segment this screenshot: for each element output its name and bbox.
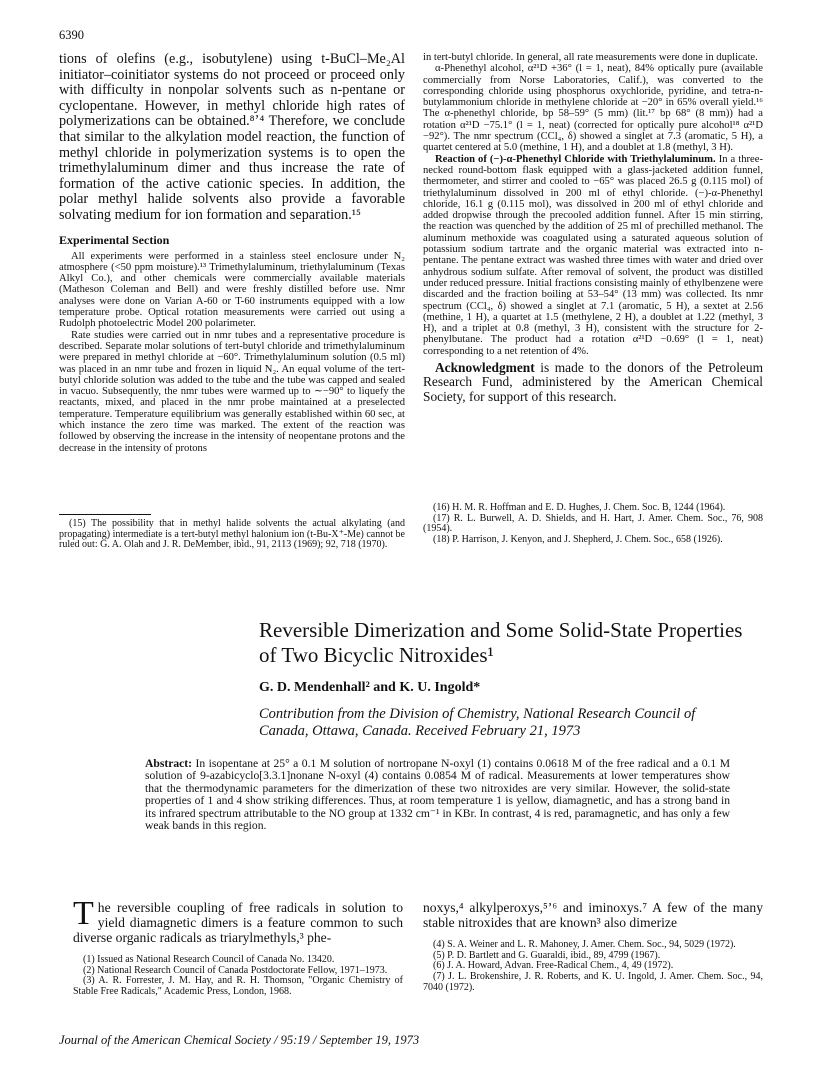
footnote-4: (4) S. A. Weiner and L. R. Mahoney, J. Amer. Chem. Soc., 94, 5029 (1972).: [433, 939, 736, 950]
acknowledgment-paragraph: [423, 361, 763, 404]
footnote-5: (5) P. D. Bartlett and G. Guaraldi, ibid., 89, 4799 (1967).: [433, 949, 661, 961]
section-heading: Experimental Section: [59, 232, 170, 247]
intro-text: he reversible coupling of free radicals in solution to yield diamagnetic dimers is a feature common to such diverse organic radicals as triarylmethyls,³ phe-: [73, 900, 403, 946]
reference-17: (17) R. L. Burwell, A. D. Shields, and H. Hart, J. Amer. Chem. Soc., 76, 908 (1954).: [423, 512, 763, 535]
footnote-6: (6) J. A. Howard, Advan. Free-Radical Chem., 4, 49 (1972).: [433, 960, 674, 972]
references-16-18: [423, 503, 763, 546]
journal-footer: Journal of the American Chemical Society / 95:19 / September 19, 1973: [59, 1033, 420, 1047]
footnote-15: [59, 519, 405, 551]
footnote-3: (3) A. R. Forrester, J. M. Hay, and R. H. Thomson, "Organic Chemistry of Stable Free Radicals," Academic Press, London, 1968.: [73, 975, 403, 998]
reaction-text: In a three-necked round-bottom flask equipped with a glass-jacketed addition funnel, thermometer, and stirrer and cooled to −65° was placed 26.5 g (0.115 mol) of triethylaluminum dissolved in 200 ml of ethyl chloride. (−)-α-Phenethyl chloride, 16.1 g (0.115 mol), was dissolved in 200 ml of ethyl chloride and added dropwise through the precooled addition funnel. After 15 min stirring, the reaction was quenched by the addition of 25 ml of prechilled methanol. The aluminum methoxide was coagulated using a saturated aqueous solution of potassium sodium tartrate and the organic material was extracted into n-pentane. The pentane extract was washed three times with water and dried over anhydrous sodium sulfate. After removal of solvent, the product was distilled under reduced pressure. Initial fractions consisting mainly of ethylbenzene were discarded and the fraction boiling at 53–54° (13 mm) was collected. Its nmr spectrum (CCl₄, δ) showed a singlet at 7.1 (aromatic, 5 H), a sextet at 2.56 (methine, 1 H), a quartet at 1.5 (methylene, 2 H), a doublet at 1.22 (methyl, 3 H), and a triplet at 0.8 (methyl, 3 H), consistent with the structure for 2-phenylbutane. The product had a rotation α²¹D −0.69° (l = 1, neat) corresponding to a net retention of 4%.: [423, 153, 763, 357]
article-affiliation: Contribution from the Division of Chemistry, National Research Council of Canada, Ottawa, Canada. Received February 21, 1973: [259, 706, 696, 739]
intro-continuation: noxys,⁴ alkylperoxys,⁵ʼ⁶ and iminoxys.⁷ A few of the many stable nitroxides that are known³ also dimerize: [423, 900, 763, 931]
footnotes-1-3: [73, 955, 403, 998]
reference-18: (18) P. Harrison, J. Kenyon, and J. Shepherd, J. Chem. Soc., 658 (1926).: [433, 534, 723, 546]
rate-paragraph-end: in tert-butyl chloride. In general, all rate measurements were done in duplicate.: [423, 52, 758, 63]
acknowledgment-text: is made to the donors of the Petroleum Research Fund, administered by the American Chemical Society, for support of this research.: [423, 360, 763, 404]
article-authors: G. D. Mendenhall² and K. U. Ingold*: [259, 680, 481, 695]
top-right-column: [423, 52, 763, 404]
experimental-paragraph-2: Rate studies were carried out in nmr tubes and a representative procedure is described. Separate molar solutions of tert-butyl chloride and trimethylaluminum were prepared in methyl chloride at −60°. Trimethylaluminum solution (0.5 ml) was placed in an nmr tube and frozen in liquid N₂. An equal volume of the tert-butyl chloride solution was added to the tube and the tube was capped and sealed in vacuo. Subsequently, the nmr tubes were warmed up to ∼−90° to liquefy the reactants, mixed, and placed in the nmr probe maintained at a preselected temperature. Temperature equilibrium was generally established within 60 sec, at which instance the zero time was marked. The extent of the reaction was followed by observing the increase in the intensity of neopentane protons and the decrease in the intensity of protons: [59, 329, 405, 454]
intro-paragraph: [73, 895, 403, 946]
acknowledgment-heading: Acknowledgment: [435, 360, 535, 376]
footnote-1: (1) Issued as National Research Council of Canada No. 13420.: [83, 954, 335, 965]
experimental-paragraph-1: All experiments were performed in a stainless steel enclosure under N₂ atmosphere (<50 ppm moisture).¹³ Trimethylaluminum, triethylaluminum (Texas Alkyl Co.), and other chemicals were commercially available materials (Matheson Coleman and Bell) and were freshly distilled before use. Nmr analyses were done on Varian A-60 or T-60 instruments equipped with a low temperature probe. Optical rotation measurements were carried out using a Rudolph photoelectric Model 200 polarimeter.: [59, 250, 405, 330]
page-number: 6390: [59, 28, 84, 42]
footnote-7: (7) J. L. Brokenshire, J. R. Roberts, and K. U. Ingold, J. Amer. Chem. Soc., 94, 7040 (1972).: [423, 971, 763, 993]
top-left-column: [59, 52, 405, 454]
bottom-right-column: [423, 900, 763, 930]
reaction-paragraph: [423, 154, 763, 357]
abstract: [145, 758, 730, 832]
bottom-left-column: [73, 895, 403, 946]
drop-cap: T: [73, 895, 94, 932]
footnotes-4-7: [423, 940, 763, 994]
footnote-15-text: (15) The possibility that in methyl halide solvents the actual alkylating (and propagating) intermediate is a tert-butyl methyl halonium ion (t-Bu-X⁺-Me) cannot be ruled out: G. A. Olah and J. R. DeMember, ibid., 91, 2113 (1969); 92, 718 (1970).: [59, 518, 405, 551]
abstract-label: Abstract:: [145, 757, 193, 770]
continuation-paragraph: tions of olefins (e.g., isobutylene) using t-BuCl–Me₂Al initiator–coinitiator systems do not proceed or proceed only with difficulty in nonpolar solvents such as n-pentane or cyclopentane. However, in methyl chloride high rates of polymerizations can be obtained.⁸ʼ⁴ Therefore, we conclude that similar to the alkylation model reaction, the function of methyl chloride in polymerization systems is to open the trimethylaluminum dimer and thus increase the rate of formation of the active cationic species. In addition, the polar methyl halide solvents also provide a favorable solvating medium for ion formation and separation.¹⁵: [59, 51, 405, 223]
abstract-text: In isopentane at 25° a 0.1 M solution of nortropane N-oxyl (1) contains 0.0618 M of the free radical and a 0.1 M solution of 9-azabicyclo[3.3.1]nonane N-oxyl (4) contains 0.0854 M of radical. Measurements at lower temperatures show that the thermodynamic parameters for the dimerization of these two nitroxides are very similar. However, the solid-state properties of 1 and 4 show striking differences. Thus, at room temperature 1 is yellow, diamagnetic, and has a strong band in its infrared spectrum attributable to the NO group at 1332 cm⁻¹ in KBr. In contrast, 4 is red, paramagnetic, and has only a few weak bands in this region.: [145, 757, 730, 833]
abstract-paragraph: [145, 758, 730, 832]
footnote-rule-left: [59, 514, 151, 515]
reference-16: (16) H. M. R. Hoffman and E. D. Hughes, J. Chem. Soc. B, 1244 (1964).: [433, 502, 726, 513]
article-title: Reversible Dimerization and Some Solid-State Properties of Two Bicyclic Nitroxides¹: [259, 618, 743, 667]
footnote-2: (2) National Research Council of Canada Postdoctorate Fellow, 1971–1973.: [83, 964, 388, 976]
reaction-heading: Reaction of (−)-α-Phenethyl Chloride with Triethylaluminum.: [435, 153, 716, 165]
phenethyl-paragraph: α-Phenethyl alcohol, α²¹D +36° (l = 1, neat), 84% optically pure (available commercially from Norse Laboratories, Calif.), was converted to the corresponding chloride using phosphorus oxychloride, pyridine, and tetra-n-butylammonium chloride in methylene chloride at −20° in 65% overall yield.¹⁶ The α-phenethyl chloride, bp 58–59° (5 mm) (lit.¹⁷ bp 68° (8 mm)) had a rotation α²¹D −75.1° (l = 1, neat) (corrected for optically pure alcohol¹⁸ α²¹D −92°). The nmr spectrum (CCl₄, δ) showed a singlet at 7.3 (aromatic, 5 H), a quartet centered at 5.0 (methine, 1 H), and a doublet at 1.8 (methyl, 3 H).: [423, 63, 763, 154]
